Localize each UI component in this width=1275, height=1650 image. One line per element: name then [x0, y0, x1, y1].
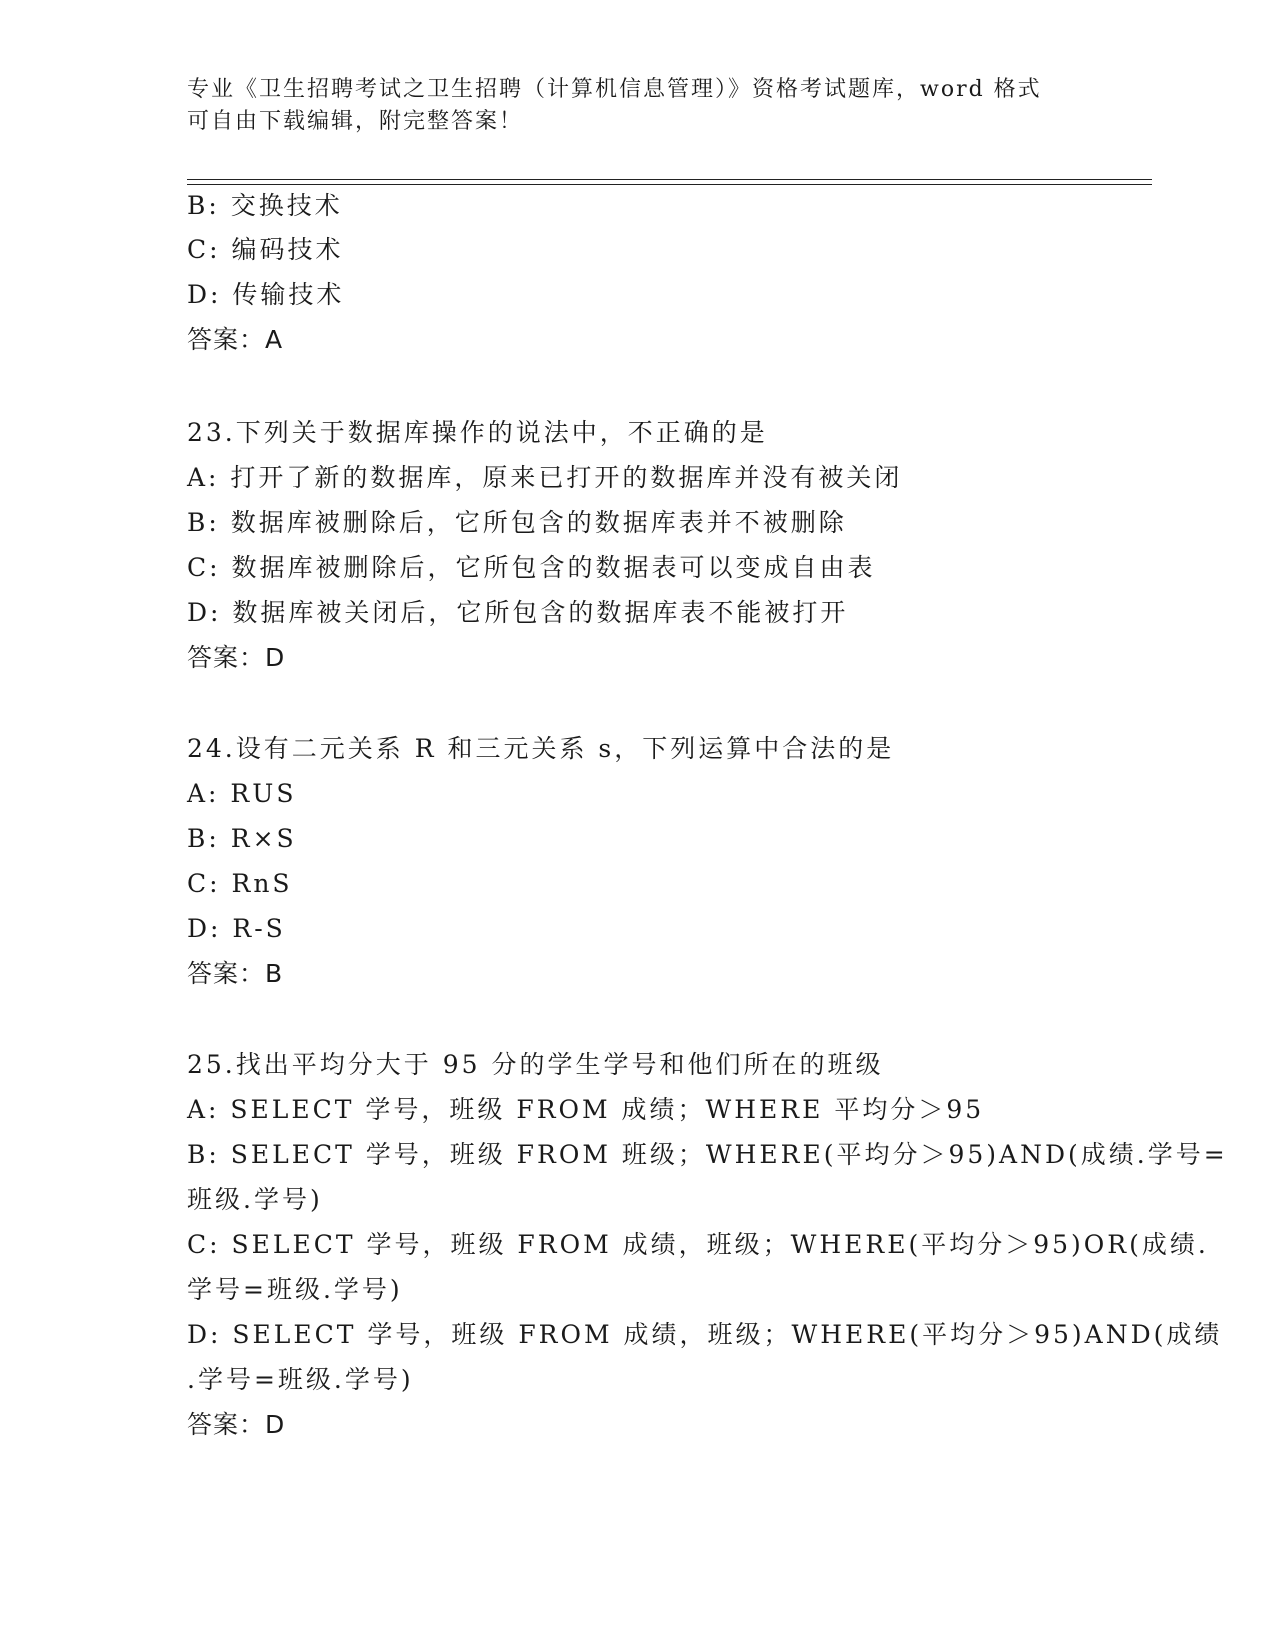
q22-option-c: C: 编码技术	[187, 235, 344, 264]
q24-option-d: D: R-S	[187, 914, 286, 943]
q25-option-c-line-2: 学号=班级.学号)	[187, 1275, 403, 1304]
header-line-2: 可自由下载编辑，附完整答案！	[187, 109, 524, 134]
q24-answer: 答案：B	[187, 959, 284, 988]
q24-option-c: C: RnS	[187, 869, 293, 898]
q22-option-b: B: 交换技术	[187, 191, 343, 220]
q24-option-b: B: R×S	[187, 824, 297, 853]
header-line-1: 专业《卫生招聘考试之卫生招聘（计算机信息管理）》资格考试题库，word 格式	[187, 77, 1042, 102]
q24-option-a: A: RUS	[187, 779, 297, 808]
q25-option-d-line-2: .学号=班级.学号)	[187, 1365, 414, 1394]
q23-option-c: C: 数据库被删除后，它所包含的数据表可以变成自由表	[187, 553, 876, 582]
document-header	[187, 74, 1067, 138]
q25-option-a: A: SELECT 学号，班级 FROM 成绩；WHERE 平均分＞95	[187, 1095, 985, 1124]
q25-question: 25.找出平均分大于 95 分的学生学号和他们所在的班级	[187, 1050, 884, 1079]
q23-question: 23.下列关于数据库操作的说法中，不正确的是	[187, 418, 768, 447]
q25-answer: 答案：D	[187, 1410, 286, 1439]
q23-option-b: B: 数据库被删除后，它所包含的数据库表并不被删除	[187, 508, 847, 537]
q25-option-b-line-2: 班级.学号)	[187, 1185, 323, 1214]
q25-option-d-line-1: D: SELECT 学号，班级 FROM 成绩，班级；WHERE(平均分＞95)AND(成绩	[187, 1320, 1223, 1349]
header-divider-top	[187, 179, 1152, 180]
q23-answer: 答案：D	[187, 643, 286, 672]
q25-option-b-line-1: B: SELECT 学号，班级 FROM 班级；WHERE(平均分＞95)AND(成绩.学号=	[187, 1140, 1228, 1169]
q23-option-a: A: 打开了新的数据库，原来已打开的数据库并没有被关闭	[187, 463, 903, 492]
header-divider-bottom	[187, 184, 1152, 185]
q25-option-c-line-1: C: SELECT 学号，班级 FROM 成绩，班级；WHERE(平均分＞95)OR(成绩.	[187, 1230, 1209, 1259]
q24-question: 24.设有二元关系 R 和三元关系 s，下列运算中合法的是	[187, 734, 895, 763]
q22-option-d: D: 传输技术	[187, 280, 345, 309]
q22-answer: 答案：A	[187, 325, 284, 354]
q23-option-d: D: 数据库被关闭后，它所包含的数据库表不能被打开	[187, 598, 849, 627]
